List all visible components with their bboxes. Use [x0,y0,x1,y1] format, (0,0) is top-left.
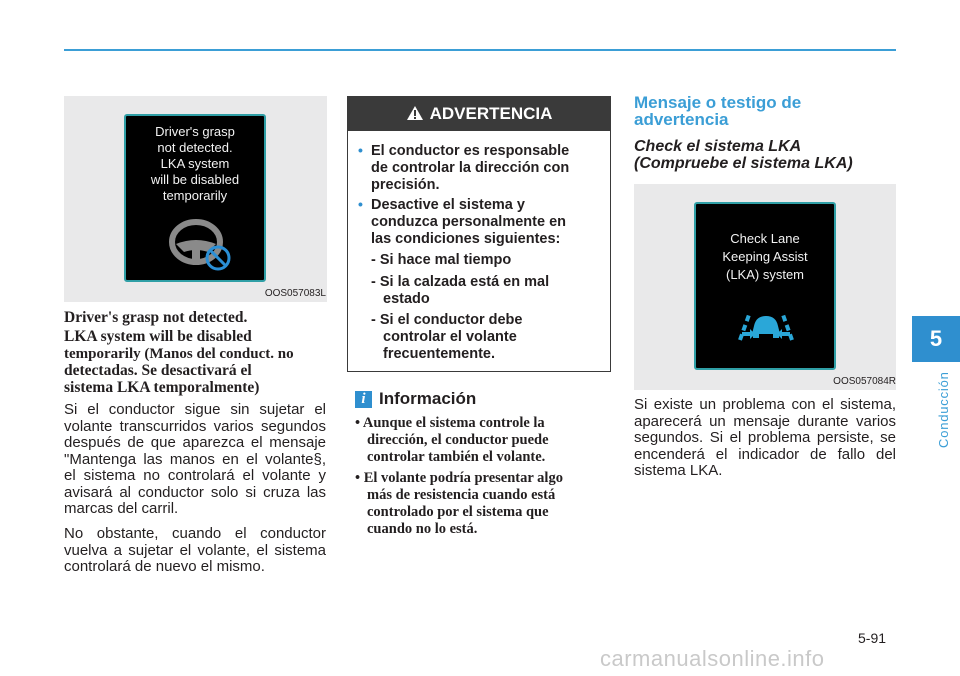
warning-text-line: Desactive el sistema y [371,197,525,213]
screen-message: Driver's grasp not detected. LKA system will be disabled temporarily [150,124,240,203]
chapter-name: Conducción [936,371,951,448]
warning-header [348,97,610,131]
info-icon: i [355,391,372,408]
warning-text-line: conduzca personalmente en [371,214,566,230]
caption-title: Driver's grasp not detected. [64,309,248,326]
page-number: 5-91 [858,630,887,646]
subsection-title: Check el sistema LKA (Compruebe el sistema LKA) [634,138,853,172]
top-rule [64,49,896,51]
figure-grasp-warning [64,96,327,302]
warning-subitem: - Si la calzada está en mal [371,274,550,290]
caption-line-5: sistema LKA temporalmente) [64,379,260,396]
body-paragraph-2: No obstante, cuando el conductor vuelva a sujetar el volante, el sistema controlará de nuevo el mismo. [64,525,326,575]
steering-wheel-prohibited-icon [168,218,234,274]
warning-subitem: controlar el volante [383,329,517,345]
info-title: Información [379,389,477,408]
chapter-number: 5 [929,326,943,351]
figure-code: OOS057084R [833,376,896,387]
right-paragraph: Si existe un problema con el sistema, aparecerá un mensaje durante varios segundos. Si el problema persiste, se encenderá el indicador de fallo del sistema LKA. [634,396,896,479]
lka-car-icon [736,304,796,346]
watermark: carmanualsonline.info [600,646,825,671]
info-text-line: controlado por el sistema que [367,504,549,520]
warning-subitem: estado [383,291,430,307]
cluster-screen [124,114,266,282]
info-text-line: más de resistencia cuando está [367,487,556,503]
warning-text-line: de controlar la dirección con [371,160,570,176]
warning-text-line: las condiciones siguientes: [371,231,561,247]
info-text-line: • Aunque el sistema controle la [355,415,545,431]
body-paragraph-1: Si el conductor sigue sin sujetar el volante transcurridos varios segundos después de que aparezca el mensaje "Mantenga las manos en el volante§, el sistema no controlará el volante y avisará al conductor solo si cruza las marcas del carril. [64,401,326,517]
warning-bullet-1-dot: • [358,142,363,158]
figure-code: OOS057083L [264,288,326,299]
caption-line-3: temporarily (Manos del conduct. no [64,346,294,362]
cluster-screen [694,202,836,370]
section-title: Mensaje o testigo de advertencia [634,93,802,129]
info-text-line: cuando no lo está. [367,521,478,537]
warning-title: ADVERTENCIA [429,104,553,123]
info-text-line: controlar también el volante. [367,449,546,465]
warning-subitem: - Si el conductor debe [371,312,523,328]
warning-text-line: precisión. [371,177,440,193]
caption-line-4: detectadas. Se desactivará el [64,362,252,379]
warning-triangle-icon [406,105,424,121]
screen-message: Check Lane Keeping Assist (LKA) system [722,231,808,282]
warning-subitem: frecuentemente. [383,346,496,362]
warning-subitem: - Si hace mal tiempo [371,252,512,268]
info-text-line: • El volante podría presentar algo [355,470,563,486]
warning-text-line: El conductor es responsable [371,143,570,159]
figure-check-lka [634,184,896,390]
warning-bullet-2-dot: • [358,196,363,212]
caption-line-2: LKA system will be disabled [64,328,252,345]
info-text-line: dirección, el conductor puede [367,432,549,448]
chapter-tab [912,316,960,362]
